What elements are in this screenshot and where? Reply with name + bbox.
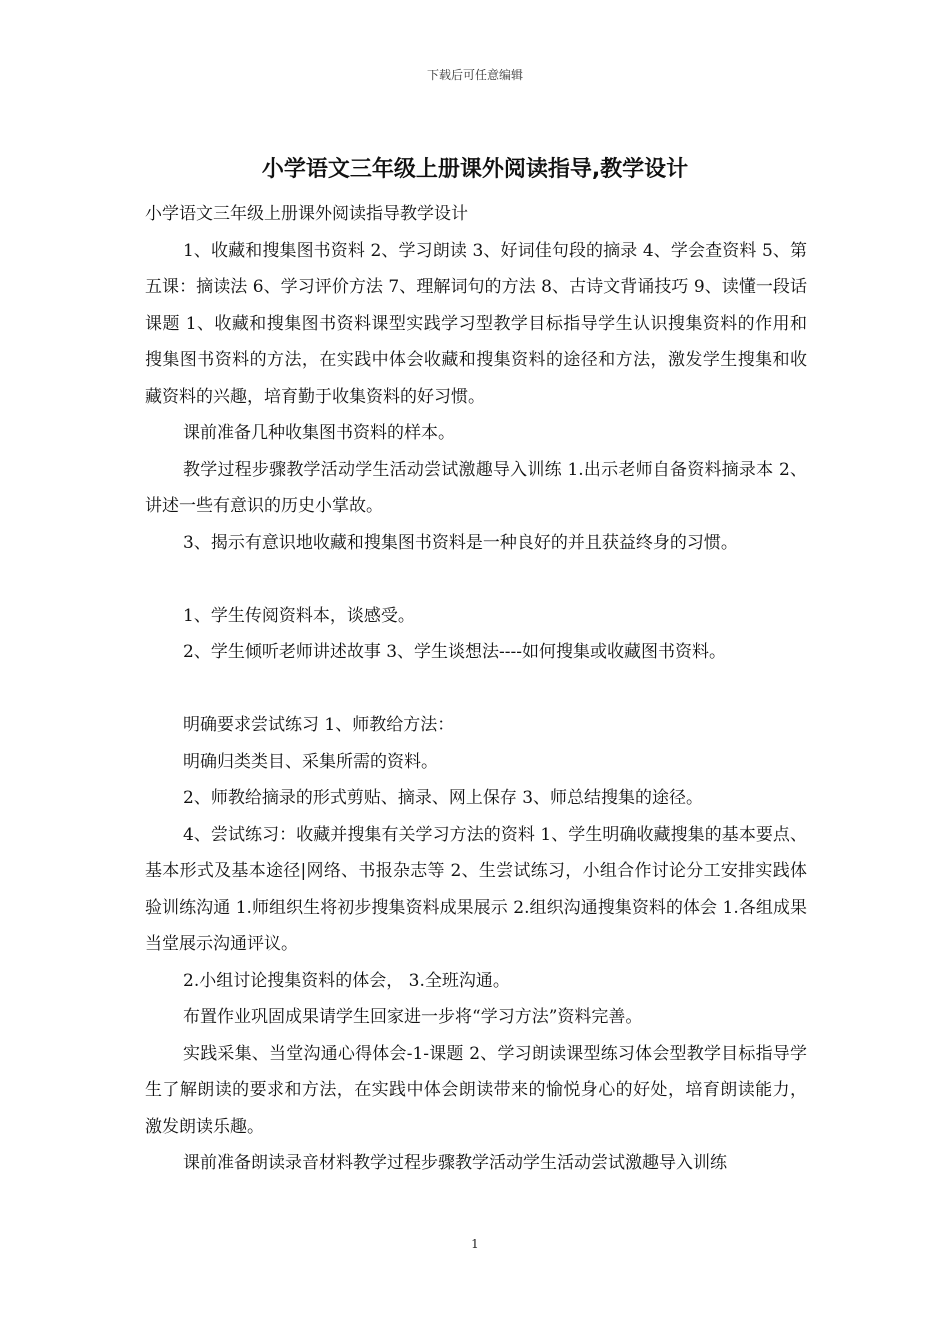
paragraph: 实践采集、当堂沟通心得体会-1-课题 2、学习朗读课型练习体会型教学目标指导学生了解朗读的要求和方法，在实践中体会朗读带来的愉悦身心的好处，培育朗读能力，激发朗读乐趣。 [145, 1043, 807, 1137]
paragraph: 明确归类类目、采集所需的资料。 [183, 751, 438, 772]
blank-line [145, 561, 807, 598]
paragraph: 布置作业巩固成果请学生回家进一步将“学习方法”资料完善。 [183, 1007, 643, 1027]
paragraph: 1、学生传阅资料本，谈感受。 [183, 605, 415, 626]
paragraph: 课前准备朗读录音材料教学过程步骤教学活动学生活动尝试激趣导入训练 [183, 1153, 727, 1173]
document-title: 小学语文三年级上册课外阅读指导,教学设计 [261, 157, 689, 182]
subtitle-paragraph: 小学语文三年级上册课外阅读指导教学设计 [145, 204, 468, 224]
blank-line [145, 671, 807, 708]
header-note: 下载后可任意编辑 [426, 68, 523, 82]
document-body [145, 196, 807, 1182]
paragraph: 教学过程步骤教学活动学生活动尝试激趣导入训练 1.出示老师自备资料摘录本 2、讲述一些有意识的历史小掌故。 [145, 459, 807, 516]
paragraph: 4、尝试练习：收藏并搜集有关学习方法的资料 1、学生明确收藏搜集的基本要点、基本形式及基本途径|网络、书报杂志等 2、生尝试练习，小组合作讨论分工安排实践体验训练沟通 1.师组织生将初步搜集资料成果展示 2.组织沟通搜集资料的体会 1.各组成果当堂展示沟通评议。 [145, 824, 807, 954]
paragraph: 1、收藏和搜集图书资料 2、学习朗读 3、好词佳句段的摘录 4、学会查资料 5、第五课：摘读法 6、学习评价方法 7、理解词句的方法 8、古诗文背诵技巧 9、读懂一段话课题 1、收藏和搜集图书资料课型实践学习型教学目标指导学生认识搜集资料的作用和搜集图书资料的方法，在实践中体会收藏和搜集资料的途径和方法，激发学生搜集和收藏资料的兴趣，培育勤于收集资料的好习惯。 [145, 240, 807, 407]
paragraph: 2、学生倾听老师讲述故事 3、学生谈想法----如何搜集或收藏图书资料。 [183, 642, 727, 662]
paragraph: 3、揭示有意识地收藏和搜集图书资料是一种良好的并且获益终身的习惯。 [183, 532, 738, 553]
paragraph: 课前准备几种收集图书资料的样本。 [183, 423, 455, 443]
paragraph: 2.小组讨论搜集资料的体会， 3.全班沟通。 [183, 970, 510, 991]
paragraph: 明确要求尝试练习 1、师教给方法： [183, 715, 455, 735]
page-number: 1 [471, 1237, 479, 1251]
paragraph: 2、师教给摘录的形式剪贴、摘录、网上保存 3、师总结搜集的途径。 [183, 788, 704, 808]
